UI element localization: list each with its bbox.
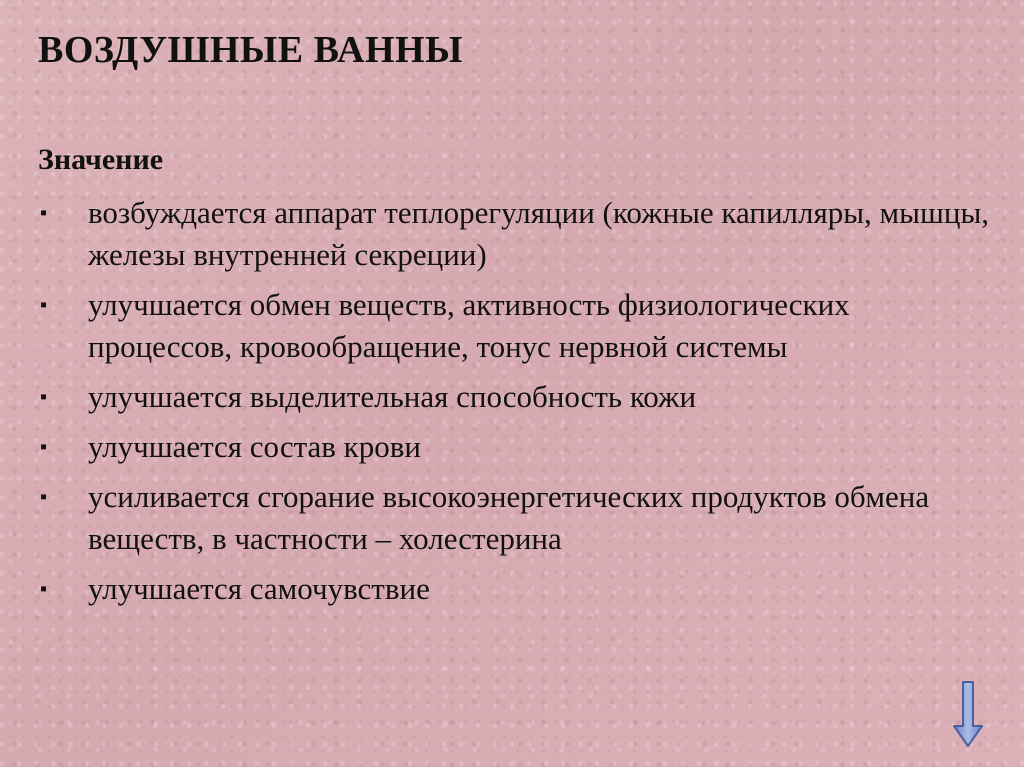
bullet-item bbox=[38, 476, 998, 560]
bullet-marker: ▪ bbox=[40, 578, 48, 600]
bullet-item bbox=[38, 426, 998, 468]
bullet-item bbox=[38, 376, 998, 418]
bullet-item bbox=[38, 568, 998, 610]
bullet-text: улучшается состав крови bbox=[88, 429, 421, 464]
bullet-text: возбуждается аппарат теплорегуляции (кожные капилляры, мышцы, железы внутренней секреции) bbox=[88, 195, 990, 272]
bullet-marker: ▪ bbox=[40, 202, 48, 224]
arrow-down-icon-svg bbox=[952, 680, 984, 748]
bullet-text: улучшается самочувствие bbox=[88, 571, 430, 606]
bullet-text: улучшается обмен веществ, активность физиологических процессов, кровообращение, тонус нервной системы bbox=[88, 287, 850, 364]
bullet-marker: ▪ bbox=[40, 386, 48, 408]
bullet-item bbox=[38, 192, 998, 276]
slide-subtitle: Значение bbox=[38, 143, 164, 176]
slide-title: ВОЗДУШНЫЕ ВАННЫ bbox=[38, 29, 463, 71]
bullet-marker: ▪ bbox=[40, 436, 48, 458]
bullet-item bbox=[38, 284, 998, 368]
bullet-text: усиливается сгорание высокоэнергетических продуктов обмена веществ, в частности – холестерина bbox=[88, 479, 930, 556]
bullet-marker: ▪ bbox=[40, 294, 48, 316]
bullet-marker: ▪ bbox=[40, 486, 48, 508]
arrow-down-icon[interactable] bbox=[952, 680, 984, 748]
bullet-list bbox=[38, 192, 998, 618]
bullet-text: улучшается выделительная способность кожи bbox=[88, 379, 697, 414]
